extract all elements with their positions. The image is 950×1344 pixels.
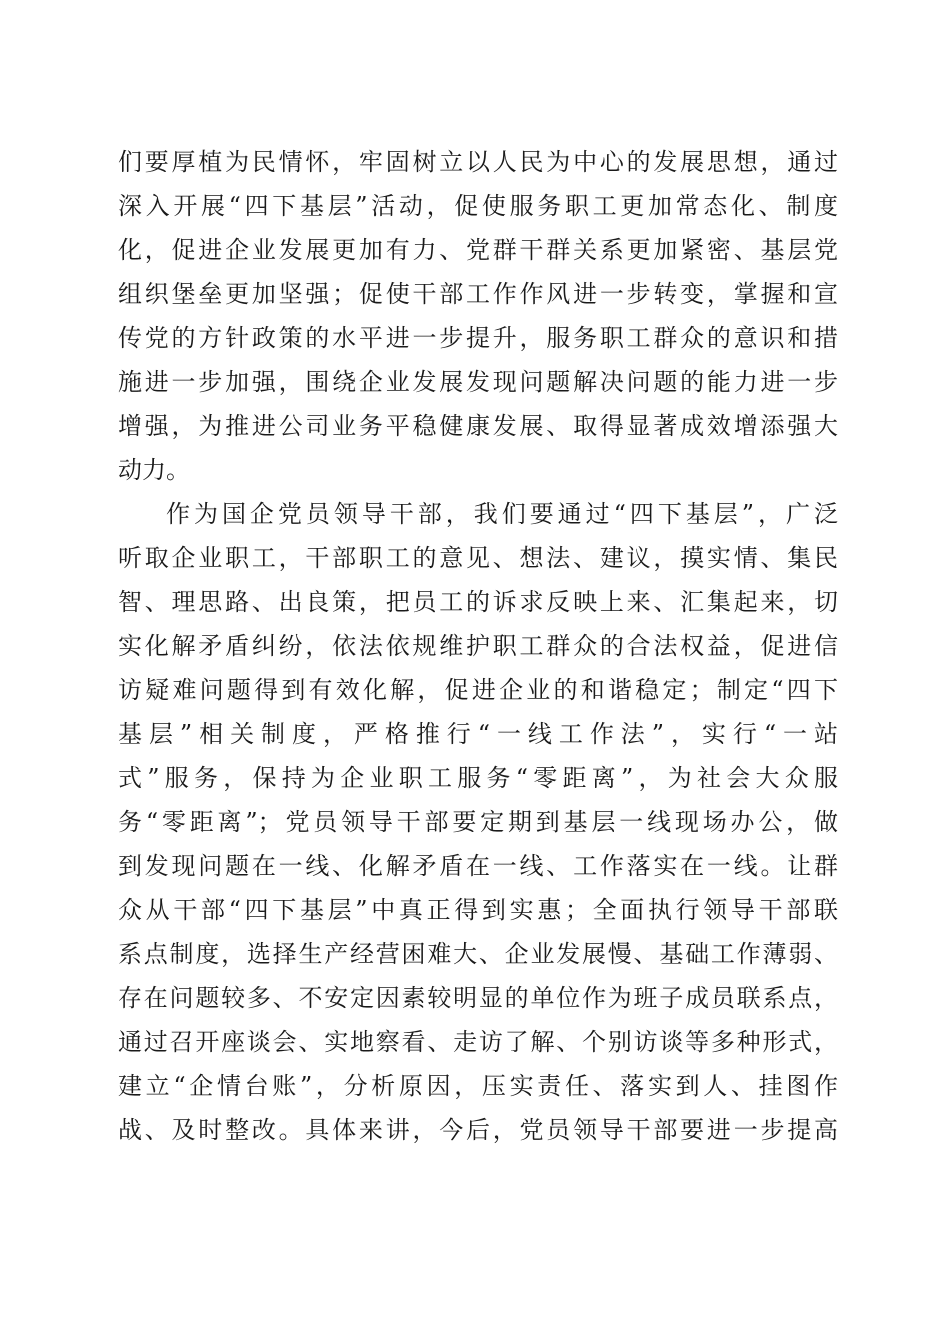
text-line: 动力。 bbox=[118, 456, 190, 484]
text-line: 务“零距离”；党员领导干部要定期到基层一线现场办公，做 bbox=[118, 808, 838, 836]
paragraph-2 bbox=[118, 492, 838, 1152]
text-line: 访疑难问题得到有效化解，促进企业的和谐稳定；制定“四下 bbox=[118, 676, 838, 704]
text-line: 式”服务，保持为企业职工服务“零距离”，为社会大众服 bbox=[118, 764, 838, 792]
text-line: 系点制度，选择生产经营困难大、企业发展慢、基础工作薄弱、 bbox=[118, 940, 838, 968]
text-line: 们要厚植为民情怀，牢固树立以人民为中心的发展思想，通过 bbox=[118, 148, 838, 176]
text-line: 众从干部“四下基层”中真正得到实惠；全面执行领导干部联 bbox=[118, 896, 838, 924]
text-line: 深入开展“四下基层”活动，促使服务职工更加常态化、制度 bbox=[118, 192, 838, 220]
text-line: 智、理思路、出良策，把员工的诉求反映上来、汇集起来，切 bbox=[118, 588, 838, 616]
text-line: 听取企业职工，干部职工的意见、想法、建议，摸实情、集民 bbox=[118, 544, 838, 572]
text-line: 施进一步加强，围绕企业发展发现问题解决问题的能力进一步 bbox=[118, 368, 838, 396]
text-line: 增强，为推进公司业务平稳健康发展、取得显著成效增添强大 bbox=[118, 412, 838, 440]
text-line: 作为国企党员领导干部，我们要通过“四下基层”，广泛 bbox=[166, 500, 838, 528]
text-line: 化，促进企业发展更加有力、党群干群关系更加紧密、基层党 bbox=[118, 236, 838, 264]
text-line: 传党的方针政策的水平进一步提升，服务职工群众的意识和措 bbox=[118, 324, 838, 352]
text-line: 建立“企情台账”，分析原因，压实责任、落实到人、挂图作 bbox=[118, 1072, 838, 1100]
text-line: 组织堡垒更加坚强；促使干部工作作风进一步转变，掌握和宣 bbox=[118, 280, 838, 308]
text-line: 实化解矛盾纠纷，依法依规维护职工群众的合法权益，促进信 bbox=[118, 632, 838, 660]
text-line: 战、及时整改。具体来讲，今后，党员领导干部要进一步提高 bbox=[118, 1116, 838, 1144]
paragraph-1 bbox=[118, 140, 838, 492]
text-line: 到发现问题在一线、化解矛盾在一线、工作落实在一线。让群 bbox=[118, 852, 838, 880]
text-line: 存在问题较多、不安定因素较明显的单位作为班子成员联系点， bbox=[118, 984, 838, 1012]
body-text bbox=[118, 140, 838, 1152]
text-line: 基层”相关制度，严格推行“一线工作法”，实行“一站 bbox=[118, 720, 838, 748]
text-line: 通过召开座谈会、实地察看、走访了解、个别访谈等多种形式， bbox=[118, 1028, 838, 1056]
